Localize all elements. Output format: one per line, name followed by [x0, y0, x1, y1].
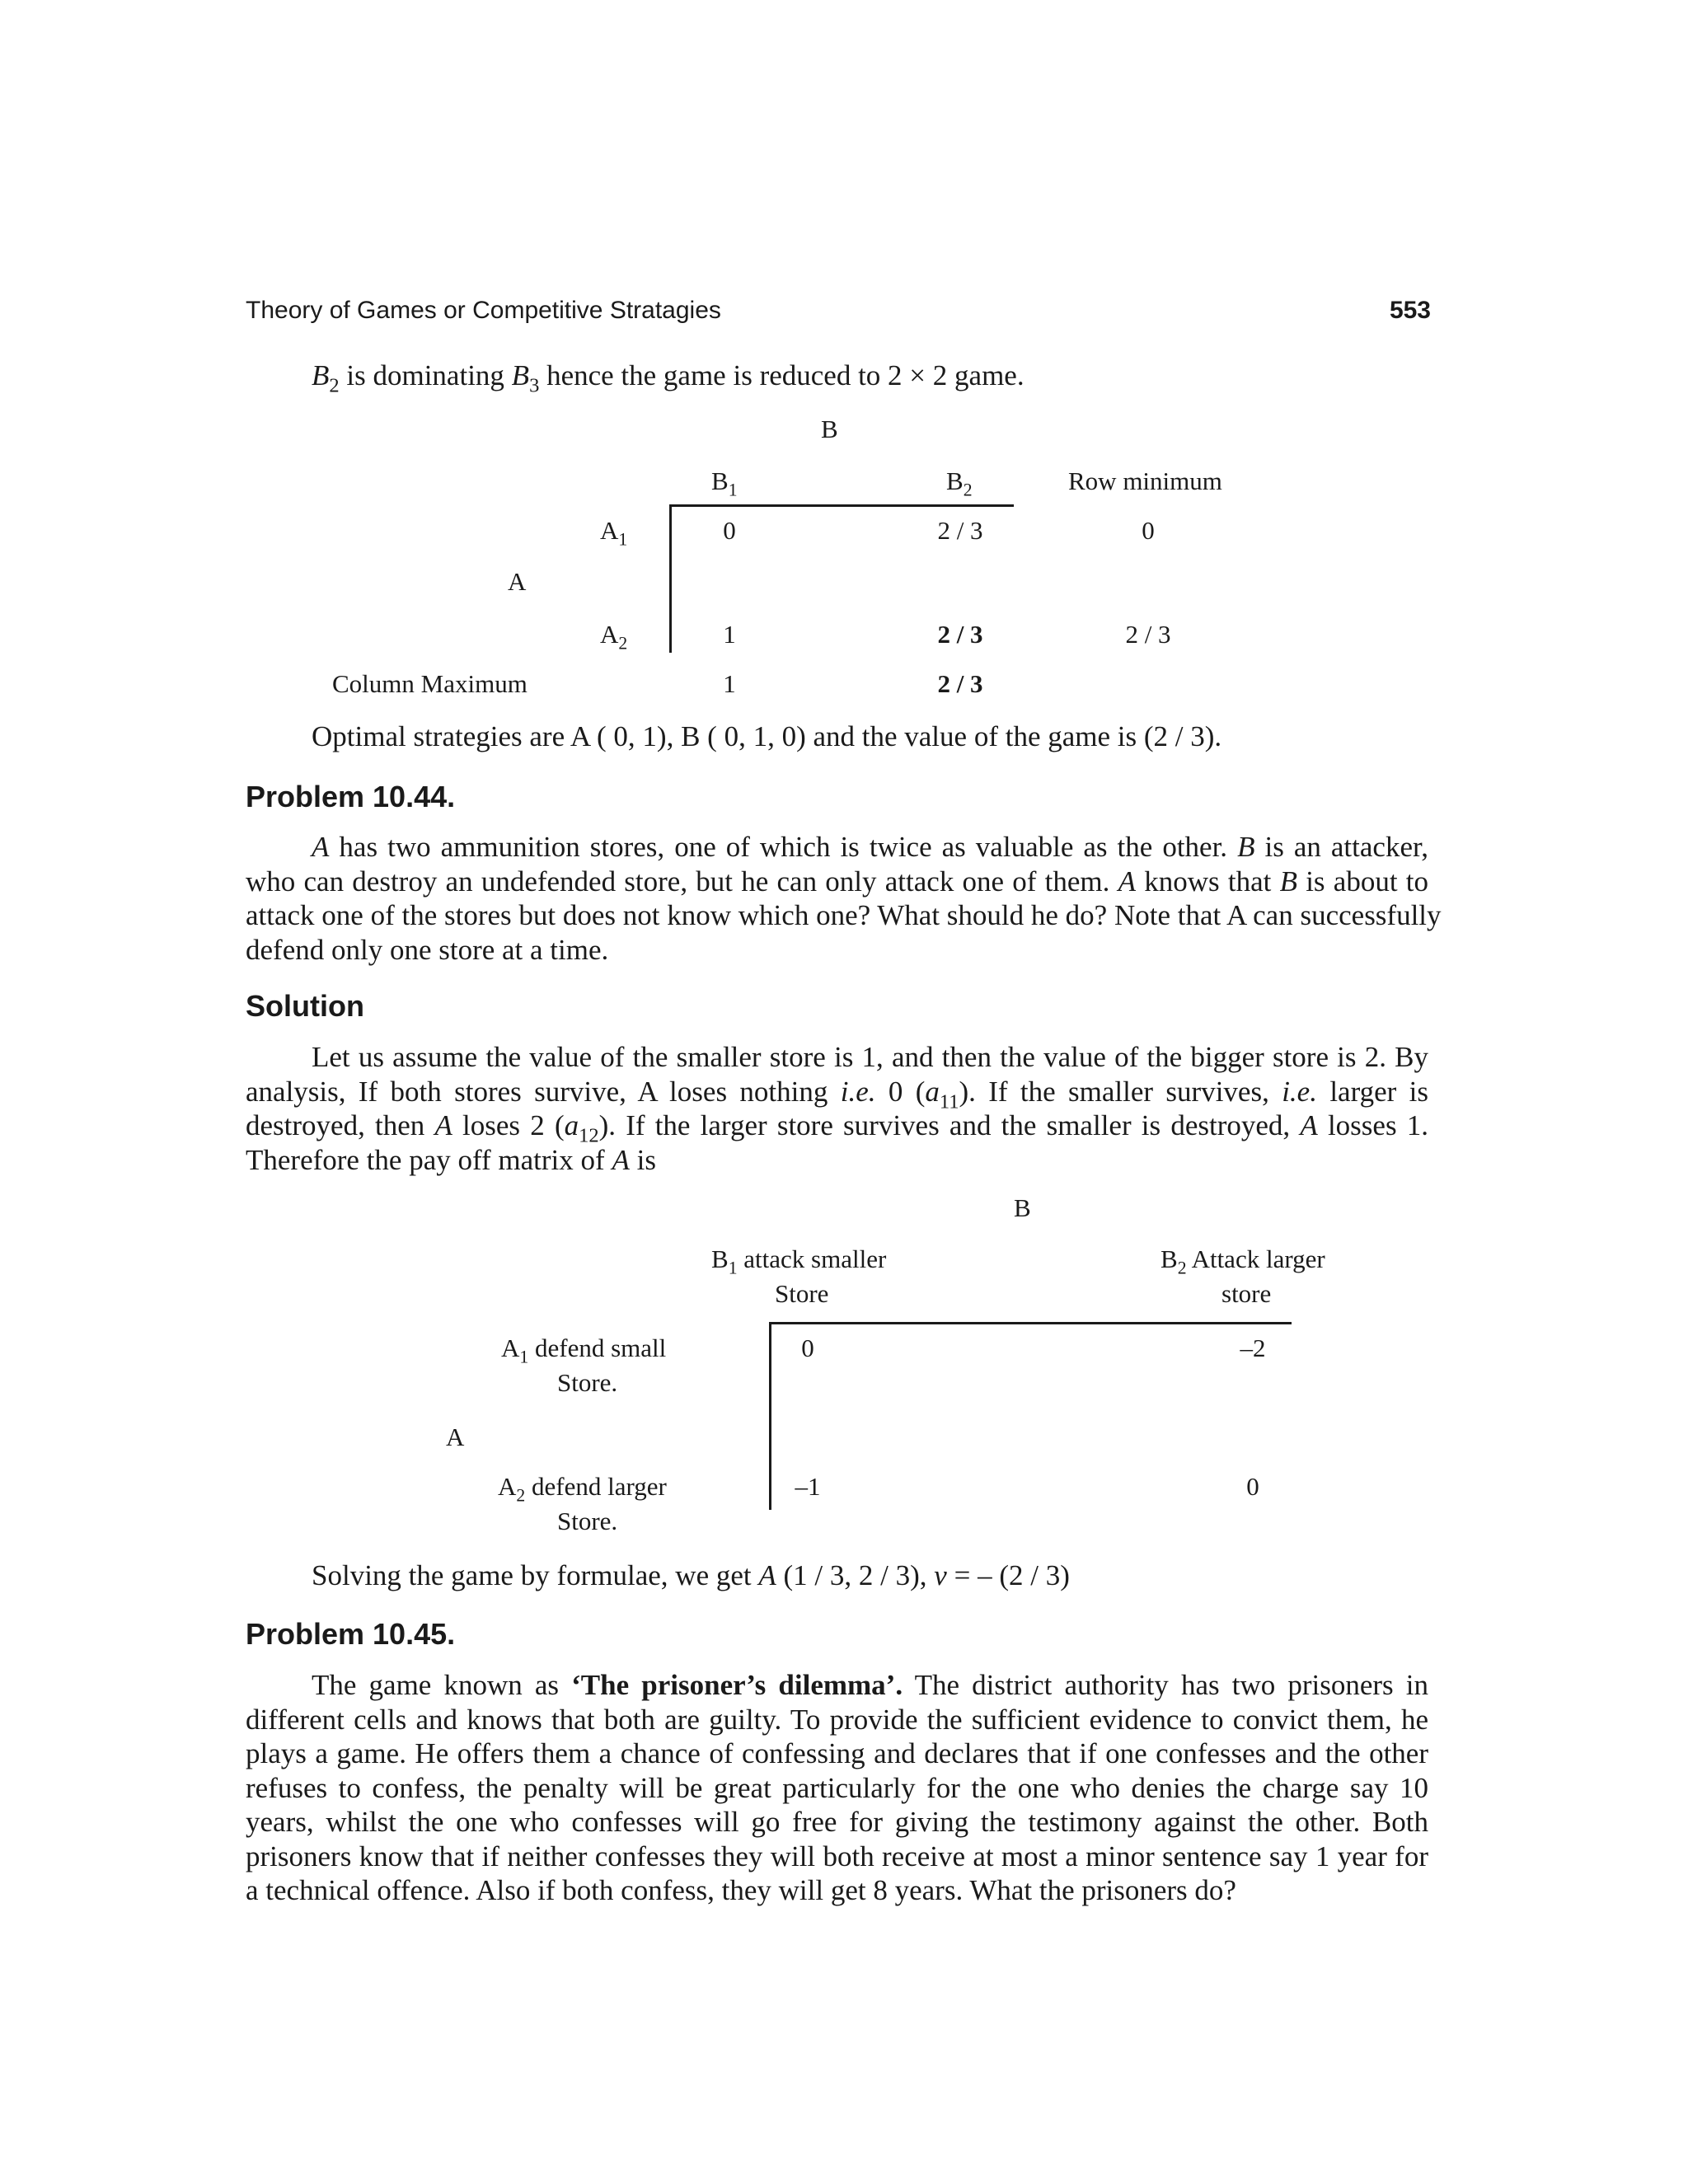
cell-a2-b2: 2 / 3	[937, 620, 983, 649]
player-a-label-2: A	[446, 1422, 465, 1451]
cell-a2-b1: 1	[723, 620, 736, 649]
problem-10-44-text: A has two ammunition stores, one of which is twice as valuable as the other. B is an attacker, who can destroy an undefended store, but he can only attack one of them. A knows that B is about to attack one of the stores but does not know which one? What should he do? Note that A can successfully defend only one store at a time.	[246, 831, 1442, 966]
table1-left-rule	[669, 504, 672, 653]
intro-line: $B_2$ is dominating $B_3$ hence the game is reduced to 2 × 2 game.	[312, 359, 1025, 397]
cell-t2-a1-b1: 0	[801, 1333, 814, 1362]
cell-a1-b1: 0	[723, 516, 736, 545]
solution-text: Let us assume the value of the smaller store is 1, and then the value of the bigger store is 2. By analysis, If both stores survive, A loses nothing i.e. 0 $(a_{11})$. If the smaller survives, i.e. larger is destroyed, then A loses 2 $(a_{12})$. If the larger store survives and the smaller is destroyed, A losses 1. Therefore the pay off matrix of A is	[246, 1041, 1429, 1176]
row-header-a1-defend-small: $A_1$ defend small	[501, 1333, 667, 1367]
column-maximum-label: Column Maximum	[332, 669, 528, 698]
column-header-b2-attack-larger: $B_2$ Attack larger	[1160, 1244, 1325, 1278]
solving-formula-line: Solving the game by formulae, we get A (1 / 3, 2 / 3), v = – (2 / 3)	[312, 1559, 1070, 1591]
page-number: 553	[1389, 297, 1431, 324]
solution-heading: Solution	[246, 989, 364, 1023]
cell-a1-row-min: 0	[1142, 516, 1155, 545]
problem-10-45-text: The game known as ‘The prisoner’s dilemma’. The district authority has two prisoners in different cells and knows that both are guilty. To provide the sufficient evidence to convict them, he plays a game. He offers them a chance of confessing and declares that if one confesses and the other refuses to confess, the penalty will be great particularly for the one who denies the charge say 10 years, whilst the one who confesses will go free for giving the testimony against the other. Both prisoners know that if neither confesses they will both receive at most a minor sentence say 1 year for a technical offence. Also if both confess, they will get 8 years. What the prisoners do?	[246, 1669, 1429, 1906]
colmax-b1: 1	[723, 669, 736, 698]
column-header-b2: $B_2$	[946, 466, 973, 500]
cell-a1-b2: 2 / 3	[937, 516, 983, 545]
row-header-a2: $A_2$	[600, 620, 628, 654]
cell-a2-row-min: 2 / 3	[1125, 620, 1171, 649]
row-header-a1: $A_1$	[600, 516, 628, 550]
running-header-title: Theory of Games or Competitive Stratagies	[246, 297, 721, 324]
problem-10-45-heading: Problem 10.45.	[246, 1617, 456, 1651]
colmax-b2: 2 / 3	[937, 669, 983, 698]
column-header-row-minimum: Row minimum	[1068, 466, 1222, 495]
column-header-b1: $B_1$	[711, 466, 738, 500]
table1-top-rule	[669, 504, 1014, 507]
row-header-a2-store: Store.	[557, 1507, 618, 1535]
column-header-b1-attack-smaller: $B_1$ attack smaller	[711, 1244, 887, 1278]
player-b-label: B	[821, 415, 838, 443]
cell-t2-a2-b2: 0	[1246, 1472, 1259, 1501]
row-header-a1-store: Store.	[557, 1368, 618, 1397]
column-header-b1-store: Store	[775, 1279, 829, 1308]
player-b-label-2: B	[1014, 1193, 1031, 1222]
cell-t2-a1-b2: –2	[1240, 1333, 1266, 1362]
optimal-strategies-line: Optimal strategies are A ( 0, 1), B ( 0, 1, 0) and the value of the game is (2 / 3).	[312, 720, 1222, 752]
row-header-a2-defend-larger: $A_2$ defend larger	[498, 1472, 667, 1506]
column-header-b2-store: store	[1221, 1279, 1272, 1308]
table2-left-rule	[769, 1322, 771, 1510]
problem-10-44-heading: Problem 10.44.	[246, 780, 456, 813]
table2-top-rule	[769, 1322, 1292, 1324]
player-a-label: A	[508, 567, 527, 596]
cell-t2-a2-b1: –1	[795, 1472, 821, 1501]
